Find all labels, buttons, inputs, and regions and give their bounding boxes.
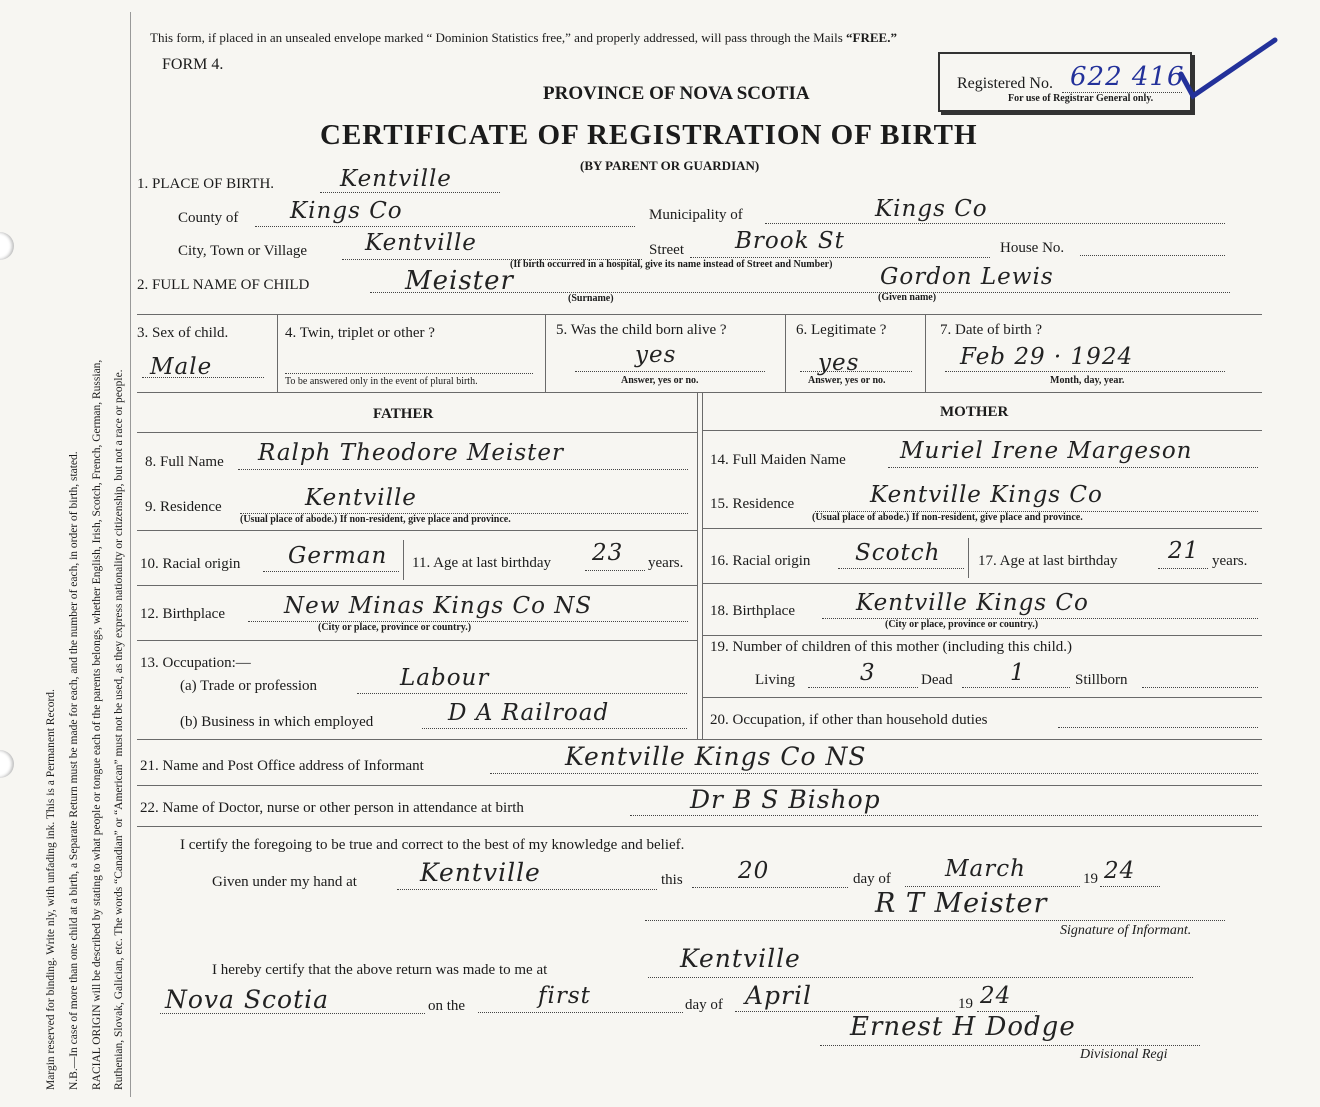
doctor-label: 22. Name of Doctor, nurse or other person in attendance at birth [140,800,524,816]
father-heading: FATHER [373,406,434,422]
father-name-label: 8. Full Name [145,454,224,470]
informant-signature: R T Meister [875,888,1048,919]
punch-hole [0,232,14,260]
registrar-province-value: Nova Scotia [165,985,330,1014]
city-label: City, Town or Village [178,243,308,259]
mother-residence-value: Kentville Kings Co [870,482,1103,508]
on-the-label: on the [428,998,466,1014]
municipality-label: Municipality of [649,207,743,223]
alive-label: 5. Was the child born alive ? [556,322,727,338]
county-value: Kings Co [290,198,403,224]
father-trade-value: Labour [400,665,490,691]
form-number: FORM 4. [162,56,224,73]
registered-label: Registered No. [957,75,1053,92]
father-business-value: D A Railroad [448,700,610,726]
mother-name-value: Muriel Irene Margeson [900,438,1193,464]
legitimate-note: Answer, yes or no. [808,375,886,386]
province-heading: PROVINCE OF NOVA SCOTIA [543,83,810,104]
street-value: Brook St [735,228,845,254]
place-value: Kentville [340,166,452,192]
hospital-note: (If birth occurred in a hospital, give its name instead of Street and Number) [510,259,833,270]
sex-value: Male [150,354,213,380]
registrar-day-of-label: day of [685,997,723,1013]
father-residence-label: 9. Residence [145,499,222,515]
registrar-year-value: 24 [980,983,1012,1009]
certify-day-of-label: day of [853,871,891,887]
given-note: (Given name) [878,292,937,303]
father-birthplace-value: New Minas Kings Co NS [284,593,593,619]
child-surname: Meister [405,266,514,296]
father-name-value: Ralph Theodore Meister [258,440,565,466]
dob-label: 7. Date of birth ? [940,322,1043,338]
alive-note: Answer, yes or no. [621,375,699,386]
page-subtitle: (BY PARENT OR GUARDIAN) [580,158,760,173]
mother-birthplace-label: 18. Birthplace [710,603,795,619]
registered-number: 622 416 [1070,62,1185,92]
registrar-day-value: first [538,983,591,1009]
informant-value: Kentville Kings Co NS [565,742,867,771]
stillborn-label: Stillborn [1075,672,1128,688]
mother-occupation-label: 20. Occupation, if other than household duties [710,712,988,728]
mother-name-label: 14. Full Maiden Name [710,452,846,468]
father-age-years: years. [648,555,684,571]
margin-line-3: RACIAL ORIGIN will be described by stating to what people or tongue each of the parents belongs, whether English, Irish, Scotch, French, German, Russian, [91,359,103,1090]
father-occupation-label: 13. Occupation:— [140,655,251,671]
dob-value: Feb 29 · 1924 [960,344,1134,370]
father-residence-value: Kentville [305,485,417,511]
father-race-label: 10. Racial origin [140,556,241,572]
legitimate-value: yes [818,350,860,376]
margin-line-1: Margin reserved for binding. Write nly, with unfading ink. This is a Permanent Record. [45,689,57,1090]
sex-label: 3. Sex of child. [137,325,229,341]
municipality-value: Kings Co [875,196,988,222]
child-name-label: 2. FULL NAME OF CHILD [137,277,310,293]
top-notice: This form, if placed in an unsealed envelope marked “ Dominion Statistics free,” and properly addressed, will pass through the Mails “FREE.” [150,30,897,45]
punch-hole [0,750,14,778]
certify-text: I certify the foregoing to be true and correct to the best of my knowledge and belief. [180,837,685,853]
children-count-label: 19. Number of children of this mother (including this child.) [710,639,1073,655]
father-birthplace-label: 12. Birthplace [140,606,225,622]
margin-line-4: Ruthenian, Slovak, Galician, etc. The words “Canadian” or “American” must not be used, as they express nationality or citizenship, but not a race or people. [113,369,125,1090]
informant-label: 21. Name and Post Office address of Informant [140,758,424,774]
city-value: Kentville [365,230,477,256]
registrar-month-value: April [745,981,812,1010]
child-given-name: Gordon Lewis [880,264,1054,290]
mother-age-label: 17. Age at last birthday [978,553,1118,569]
father-race-value: German [288,543,388,569]
mother-race-value: Scotch [855,540,941,566]
margin-rule [130,12,131,1097]
father-age-label: 11. Age at last birthday [412,555,551,571]
mother-residence-label: 15. Residence [710,496,795,512]
surname-note: (Surname) [568,293,614,304]
registrar-signature: Ernest H Dodge [850,1012,1076,1042]
living-value: 3 [860,660,876,686]
page-title: CERTIFICATE OF REGISTRATION OF BIRTH [320,119,978,151]
mother-residence-note: (Usual place of abode.) If non-resident, give place and province. [812,512,1083,523]
living-label: Living [755,672,795,688]
certify-year-value: 24 [1104,858,1136,884]
mother-age-years: years. [1212,553,1248,569]
mother-birthplace-note: (City or place, province or country.) [885,619,1039,630]
legitimate-label: 6. Legitimate ? [796,322,887,338]
given-under-label: Given under my hand at [212,874,357,890]
mother-race-label: 16. Racial origin [710,553,811,569]
check-mark-icon [1175,34,1285,104]
place-label: 1. PLACE OF BIRTH. [137,176,275,192]
mother-age-value: 21 [1168,538,1200,564]
twin-note: To be answered only in the event of plural birth. [285,376,478,387]
dob-note: Month, day, year. [1050,375,1125,386]
twin-label: 4. Twin, triplet or other ? [285,325,435,341]
registrar-text: I hereby certify that the above return was made to me at [212,962,548,978]
doctor-value: Dr B S Bishop [690,785,881,814]
registrar-year-prefix: 19 [958,996,973,1012]
registrar-place-value: Kentville [680,944,801,973]
mother-heading: MOTHER [940,404,1009,420]
mother-birthplace-value: Kentville Kings Co [856,590,1089,616]
father-residence-note: (Usual place of abode.) If non-resident, give place and province. [240,514,511,525]
informant-signature-label: Signature of Informant. [1060,923,1192,938]
father-trade-label: (a) Trade or profession [180,678,318,694]
father-age-value: 23 [592,540,624,566]
registered-note: For use of Registrar General only. [1008,93,1154,104]
father-business-label: (b) Business in which employed [180,714,374,730]
certify-year-prefix: 19 [1083,871,1098,887]
certify-month-value: March [945,856,1026,882]
alive-value: yes [635,342,677,368]
margin-line-2: N.B.—In case of more than one child at a birth, a Separate Return must be made for each, and the number of each, in order of birth, stated. [68,451,80,1090]
dead-label: Dead [921,672,953,688]
street-label: Street [649,242,684,258]
house-label: House No. [1000,240,1065,256]
certify-day-value: 20 [738,858,770,884]
father-birthplace-note: (City or place, province or country.) [318,622,472,633]
dead-value: 1 [1010,660,1026,686]
registrar-title: Divisional Regi [1080,1047,1168,1062]
county-label: County of [178,210,239,226]
this-label: this [661,872,683,888]
given-place-value: Kentville [420,858,541,887]
